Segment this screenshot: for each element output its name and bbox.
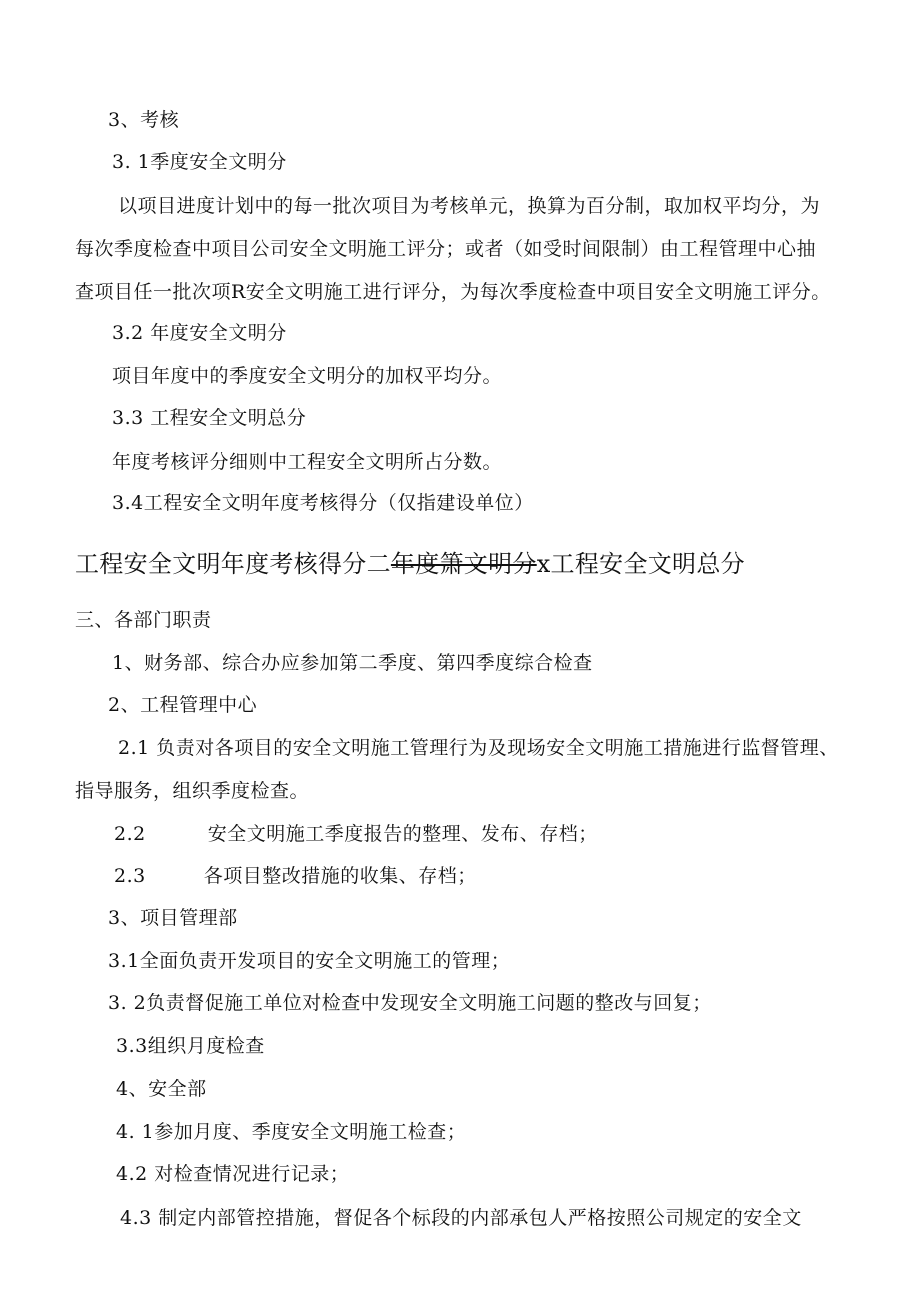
section-responsibilities: 三、各部门职责: [75, 609, 212, 631]
text-annual-score: 项目年度中的季度安全文明分的加权平均分。: [112, 365, 503, 387]
item-engineering-2-2: [114, 822, 598, 846]
formula-struck-term: 年度箫文明分: [390, 550, 537, 578]
item-engineering-2-1-line-2: 指导服务，组织季度检查。: [75, 780, 310, 802]
heading-annual-score: 3.2 年度安全文明分: [112, 322, 287, 344]
heading-quarterly-score: 3. 1季度安全文明分: [112, 151, 287, 173]
item-project-3-3: 3.3组织月度检查: [116, 1035, 265, 1057]
paragraph-quarterly-line-3: 查项目任一批次项R安全文明施工进行评分，为每次季度检查中项目安全文明施工评分。: [75, 281, 831, 303]
item-engineering-2-1-line-1: 2.1 负责对各项目的安全文明施工管理行为及现场安全文明施工措施进行监督管理、: [118, 737, 839, 759]
item-text: 安全文明施工季度报告的整理、发布、存档；: [207, 823, 598, 845]
formula-line: [75, 549, 745, 579]
heading-annual-assessment: 3.4工程安全文明年度考核得分（仅指建设单位）: [112, 492, 534, 514]
item-project-3-1: 3.1全面负责开发项目的安全文明施工的管理；: [108, 950, 511, 972]
item-safety-4-1: 4. 1参加月度、季度安全文明施工检查；: [116, 1121, 467, 1143]
item-number: 2.3: [114, 865, 146, 887]
item-safety-4-3: 4.3 制定内部管控措施，督促各个标段的内部承包人严格按照公司规定的安全文: [120, 1207, 802, 1229]
item-text: 各项目整改措施的收集、存档；: [203, 865, 477, 887]
item-project-department: 3、项目管理部: [108, 907, 238, 929]
item-safety-4-2: 4.2 对检查情况进行记录；: [116, 1163, 350, 1185]
formula-left: 工程安全文明年度考核得分二: [75, 550, 391, 578]
paragraph-quarterly-line-2: 每次季度检查中项目公司安全文明施工评分；或者（如受时间限制）由工程管理中心抽: [75, 238, 817, 260]
item-safety-department: 4、安全部: [116, 1078, 207, 1100]
item-project-3-2: 3. 2负责督促施工单位对检查中发现安全文明施工问题的整改与回复；: [108, 992, 712, 1014]
text-total-score: 年度考核评分细则中工程安全文明所占分数。: [112, 451, 503, 473]
item-engineering-2-3: [114, 864, 477, 888]
paragraph-quarterly-line-1: 以项目进度计划中的每一批次项目为考核单元，换算为百分制，取加权平均分，为: [118, 195, 821, 217]
item-number: 2.2: [114, 823, 146, 845]
heading-assessment: 3、考核: [108, 109, 180, 131]
item-engineering-center: 2、工程管理中心: [108, 694, 258, 716]
formula-right: x工程安全文明总分: [536, 550, 745, 578]
item-finance: 1、财务部、综合办应参加第二季度、第四季度综合检查: [112, 652, 593, 674]
heading-total-score: 3.3 工程安全文明总分: [112, 407, 307, 429]
